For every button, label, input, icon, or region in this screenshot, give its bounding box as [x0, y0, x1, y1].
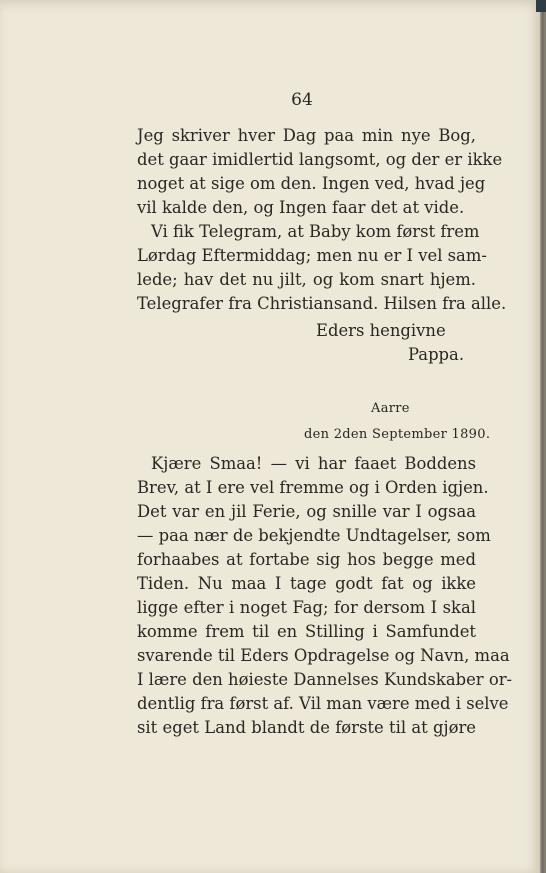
- paragraph-line: Vi fik Telegram, at Baby kom først frem: [151, 222, 480, 241]
- paragraph-line: I lære den høieste Dannelses Kundskaber or-: [137, 670, 513, 689]
- paragraph-line: Jeg skriver hver Dag paa min nye Bog,: [137, 126, 476, 145]
- letter-closing: Eders hengivne: [316, 321, 446, 340]
- paragraph-line: Lørdag Eftermiddag; men nu er I vel sam-: [137, 246, 487, 265]
- paragraph-line: Det var en jil Ferie, og snille var I ogsaa: [137, 502, 476, 521]
- page-corner-mark: [536, 0, 546, 12]
- page-edge-shadow: [540, 0, 546, 873]
- paragraph-line: Tiden. Nu maa I tage godt fat og ikke: [137, 574, 476, 593]
- paragraph-line: forhaabes at fortabe sig hos begge med: [137, 550, 476, 569]
- paragraph-line: — paa nær de bekjendte Undtagelser, som: [137, 526, 491, 545]
- paragraph-line: Kjære Smaa! — vi har faaet Boddens: [151, 454, 476, 473]
- letter-place: Aarre: [371, 401, 410, 416]
- paragraph-line: ligge efter i noget Fag; for dersom I skal: [137, 598, 476, 617]
- letter-signature: Pappa.: [408, 345, 465, 364]
- paragraph-line: lede; hav det nu jilt, og kom snart hjem.: [137, 270, 476, 289]
- paragraph-line: vil kalde den, og Ingen faar det at vide.: [137, 198, 465, 217]
- paragraph-line: komme frem til en Stilling i Samfundet: [137, 622, 476, 641]
- paragraph-line: svarende til Eders Opdragelse og Navn, maa: [137, 646, 510, 665]
- paragraph-line: Brev, at I ere vel fremme og i Orden igjen.: [137, 478, 489, 497]
- paragraph-line: det gaar imidlertid langsomt, og der er ikke: [137, 150, 503, 169]
- paragraph-line: dentlig fra først af. Vil man være med i selve: [137, 694, 509, 713]
- letter-date: den 2den September 1890.: [304, 427, 491, 442]
- paragraph-line: noget at sige om den. Ingen ved, hvad jeg: [137, 174, 486, 193]
- paragraph-line: sit eget Land blandt de første til at gjøre: [137, 718, 476, 737]
- page-number: 64: [291, 90, 313, 110]
- paragraph-line: Telegrafer fra Christiansand. Hilsen fra alle.: [137, 294, 507, 313]
